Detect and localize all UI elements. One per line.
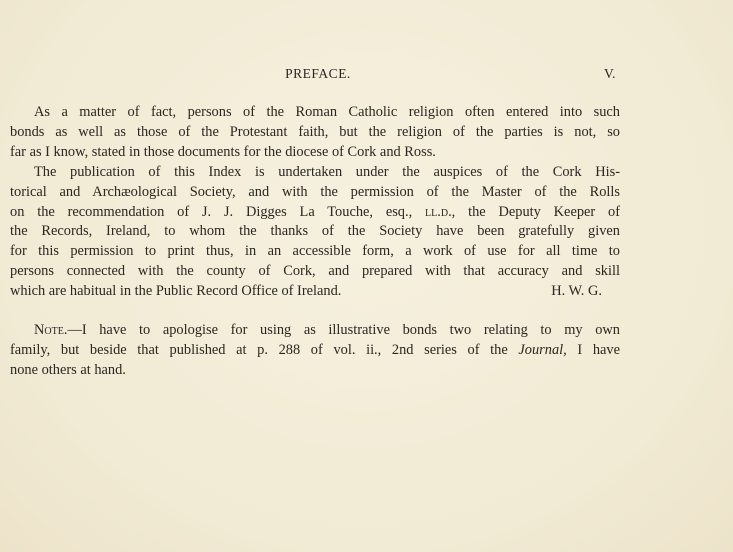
text-segment: which are habitual in the Public Record Office of Ireland.	[10, 282, 342, 299]
text-segment: I have	[566, 341, 620, 358]
text-line: torical and Archæological Society, and with the permission of the Master of the Rolls	[10, 183, 620, 200]
note-line: none others at hand.	[10, 361, 126, 378]
page-number: V.	[604, 66, 616, 81]
text-line-with-initials	[10, 282, 620, 302]
text-line: the Records, Ireland, to whom the thanks of the Society have been gratefully given	[10, 223, 620, 240]
text-segment: on the recommendation of J. J. Digges La Touche, esq.,	[10, 203, 426, 220]
text-line: for this permission to print thus, in an accessible form, a work of use for all time to	[10, 243, 620, 260]
note-label: Note.	[34, 322, 68, 338]
text-line: far as I know, stated in those documents for the diocese of Cork and Ross.	[10, 143, 436, 160]
note-paragraph	[10, 321, 620, 380]
text-line-with-degree	[10, 203, 620, 223]
running-head-title: PREFACE.	[285, 66, 351, 81]
text-line: As a matter of fact, persons of the Roman Catholic religion often entered into such	[34, 104, 620, 120]
text-line: The publication of this Index is undertaken under the auspices of the Cork His-	[34, 164, 620, 180]
degree-abbreviation: ll.d.	[425, 203, 452, 220]
journal-title: Journal,	[518, 341, 567, 358]
paragraph-2	[10, 163, 620, 302]
note-line	[10, 341, 620, 361]
text-segment: —I have to apologise for using as illustrative bonds two relating to my own	[67, 322, 620, 338]
text-line: persons connected with the county of Cork, and prepared with that accuracy and skill	[10, 262, 620, 279]
text-segment: , the Deputy Keeper of	[451, 203, 620, 220]
author-initials: H. W. G.	[551, 282, 602, 299]
paragraph-1	[10, 103, 620, 162]
text-segment: family, but beside that published at p. 288 of vol. ii., 2nd series of the	[10, 341, 519, 358]
note-line	[10, 321, 620, 341]
text-line: bonds as well as those of the Protestant faith, but the religion of the parties is not, so	[10, 123, 620, 140]
